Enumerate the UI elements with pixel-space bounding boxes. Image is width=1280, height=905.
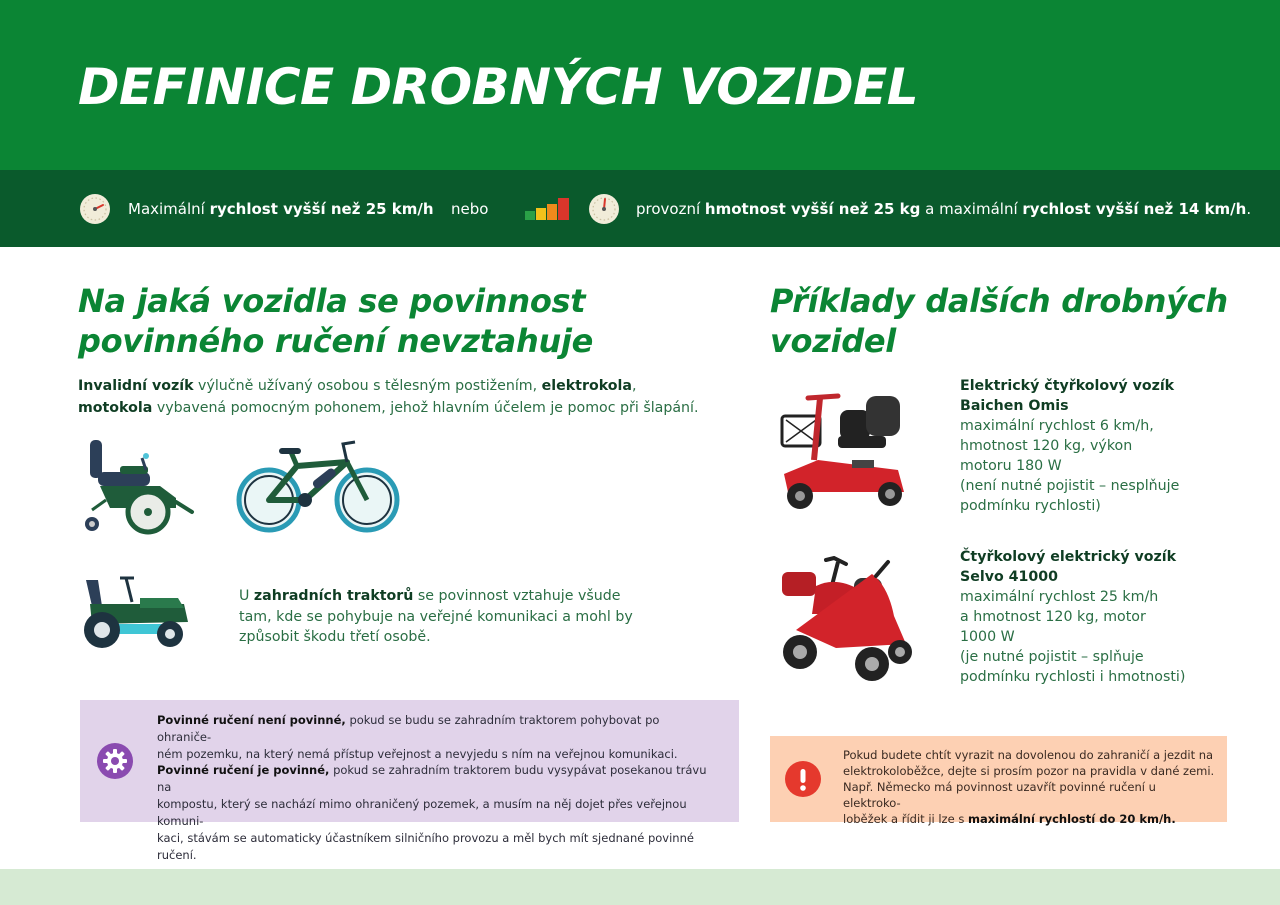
info-paragraph-not-required: Povinné ručení není povinné, pokud se budu se zahradním traktorem pohybovat po ohraniče- ném pozemku, na který nemá přístup veřejnost a nevyjedu s ním na veřejnou komunikaci. <box>157 713 678 761</box>
info-paragraph-required: Povinné ručení je povinné, pokud se zahradním traktorem budu vysypávat posekanou trávu na kompostu, který se nachází mimo ohraničený pozemek, a musím na něj dojet přes veřejnou komuni- kaci, stávám se automaticky účastníkem silničního provozu a měl bych mít sjednané povinné ručení. <box>157 763 707 862</box>
exempt-intro: Invalidní vozík výlučně užívaný osobou s tělesným postižením, elektrokola, motokola vybavená pomocným pohonem, jehož hlavním účelem je pomoc při šlapání. <box>78 378 699 416</box>
definition-speed: Maximální rychlost vyšší než 25 km/h <box>79 170 434 247</box>
garden-tractor-image <box>80 574 192 650</box>
gear-icon <box>97 743 133 779</box>
warning-text: Pokud budete chtít vyrazit na dovolenou do zahraničí a jezdit na elektrokoloběžce, dejte si prosím pozor na pravidla v dané zemi. Např. Německo má povinnost uzavřít povinné ručení u elektroko- loběžek a řídit ji lze s maximální rychlostí do 20 km/h. <box>843 748 1215 826</box>
exclamation-icon <box>785 761 821 797</box>
warning-box <box>770 736 1227 826</box>
examples-section-title: Příklady dalších drobných vozidel <box>770 282 1228 360</box>
tractor-note: U zahradních traktorů se povinnost vztahuje všude tam, kde se pohybuje na veřejné komunikaci a mohl by způsobit škodu třetí osobě. <box>239 588 633 645</box>
definition-bar <box>0 170 1280 247</box>
scooter-baichen-omis-image <box>778 390 910 515</box>
or-label: nebo <box>451 199 489 218</box>
weight-bars-icon <box>523 196 571 222</box>
example-item-baichen-omis: Elektrický čtyřkolový vozík Baichen Omis maximální rychlost 6 km/h, hmotnost 120 kg, výkon motoru 180 W (není nutné pojistit – nesplňuje podmínku rychlosti) <box>960 378 1180 514</box>
info-box <box>80 700 739 862</box>
speedometer-icon <box>588 193 620 225</box>
exempt-section-title: Na jaká vozidla se povinnost povinného ručení nevztahuje <box>78 282 594 360</box>
example-item-selvo-41000: Čtyřkolový elektrický vozík Selvo 41000 maximální rychlost 25 km/h a hmotnost 120 kg, motor 1000 W (je nutné pojistit – splňuje podmínku rychlosti i hmotnosti) <box>960 549 1186 685</box>
hero-banner <box>0 0 1280 170</box>
footer-strip <box>0 869 1280 905</box>
speedometer-icon <box>79 193 111 225</box>
scooter-selvo-41000-image <box>776 556 916 684</box>
e-bike-image <box>235 438 401 536</box>
wheelchair-image <box>80 436 195 536</box>
page-title: DEFINICE DROBNÝCH VOZIDEL <box>78 58 919 116</box>
definition-weight-speed: provozní hmotnost vyšší než 25 kg a maximální rychlost vyšší než 14 km/h. <box>523 170 1251 247</box>
